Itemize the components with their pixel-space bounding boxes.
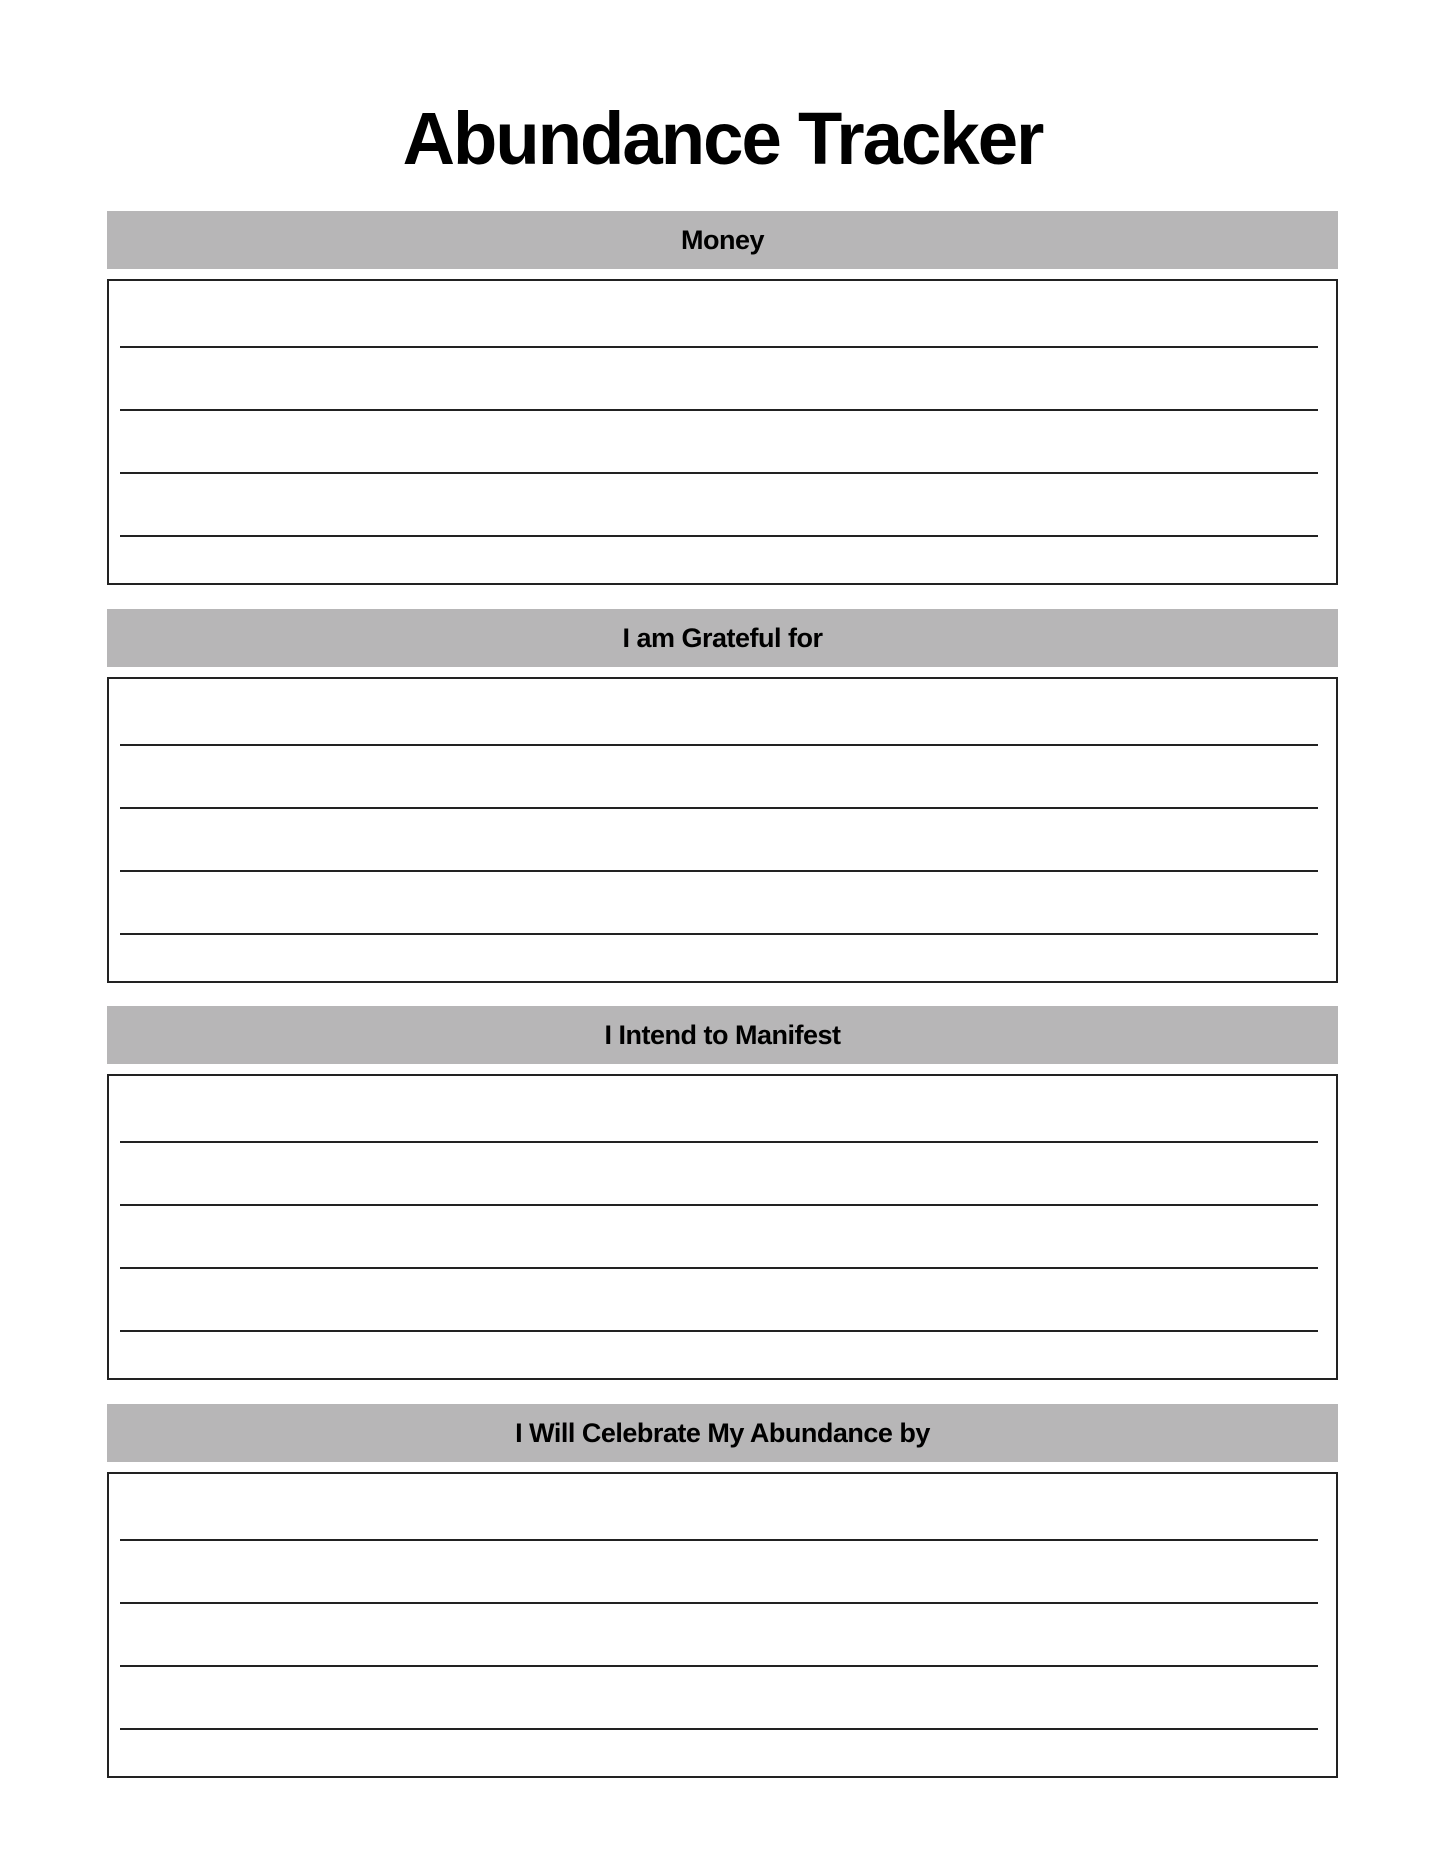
writing-line	[120, 744, 1318, 746]
writing-line	[120, 807, 1318, 809]
section-heading: I Will Celebrate My Abundance by	[107, 1404, 1338, 1462]
writing-line	[120, 1602, 1318, 1604]
section-grateful	[107, 609, 1338, 983]
writing-line	[120, 1141, 1318, 1143]
section-heading: I am Grateful for	[107, 609, 1338, 667]
writing-line	[120, 933, 1318, 935]
writing-line	[120, 1204, 1318, 1206]
writing-line	[120, 1330, 1318, 1332]
writing-line	[120, 870, 1318, 872]
section-heading: Money	[107, 211, 1338, 269]
section-manifest	[107, 1006, 1338, 1380]
writing-box[interactable]	[107, 677, 1338, 983]
writing-line	[120, 1267, 1318, 1269]
writing-line	[120, 1728, 1318, 1730]
writing-box[interactable]	[107, 1074, 1338, 1380]
writing-line	[120, 1539, 1318, 1541]
writing-line	[120, 472, 1318, 474]
writing-box[interactable]	[107, 279, 1338, 585]
writing-box[interactable]	[107, 1472, 1338, 1778]
writing-line	[120, 409, 1318, 411]
writing-line	[120, 1665, 1318, 1667]
writing-line	[120, 535, 1318, 537]
writing-line	[120, 346, 1318, 348]
section-heading: I Intend to Manifest	[107, 1006, 1338, 1064]
page-title: Abundance Tracker	[402, 97, 1043, 180]
section-money	[107, 211, 1338, 585]
section-celebrate	[107, 1404, 1338, 1778]
